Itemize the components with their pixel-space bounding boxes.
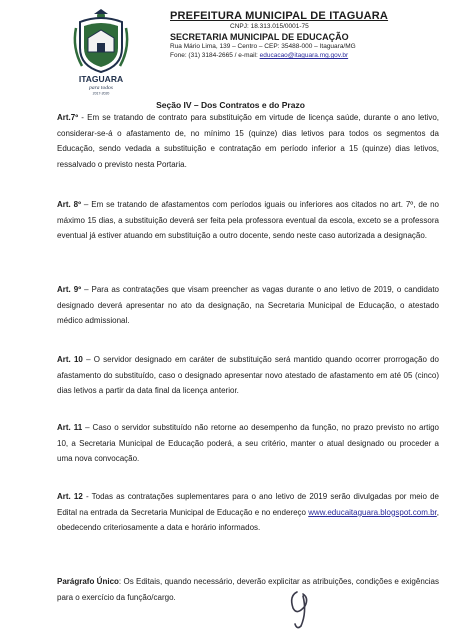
article-label: Art.7º bbox=[57, 113, 79, 122]
article-label: Parágrafo Único bbox=[57, 577, 119, 586]
initials-signature bbox=[283, 586, 319, 630]
article-7 bbox=[57, 110, 439, 172]
article-text: – Em se tratando de afastamentos com períodos iguais ou inferiores aos citados no art. 7º, de no máximo 15 dias, a substituição deverá ser feita pela professora eventual da escola, exceto se a professora eventual já estiver atuando em substituição a outro docente, sendo neste caso autorizada a designação. bbox=[57, 200, 440, 241]
municipal-crest-icon bbox=[70, 8, 132, 96]
article-label: Art. 9º bbox=[57, 285, 82, 294]
email-link[interactable]: educacao@itaguara.mg.gov.br bbox=[259, 52, 349, 59]
section-title: Seção IV – Dos Contratos e do Prazo bbox=[156, 100, 305, 110]
article-text: – O servidor designado em caráter de substituição será mantido quando ocorrer prorrogação do afastamento do substituído, caso o designado apresentar novo atestado de afastamento em até 05 (cinco) dias letivos a partir da data final da licença anterior. bbox=[57, 355, 439, 396]
article-8 bbox=[57, 197, 439, 244]
blog-link[interactable]: www.educaitaguara.blogspot.com.br bbox=[308, 507, 437, 517]
prefeitura-title: PREFEITURA MUNICIPAL DE ITAGUARA bbox=[170, 10, 389, 22]
phone-text: Fone: (31) 3184-2665 / e-mail: bbox=[170, 52, 260, 59]
article-10 bbox=[57, 352, 439, 399]
paragrafo-unico bbox=[57, 574, 439, 605]
secretaria-title: SECRETARIA MUNICIPAL DE EDUCAÇÃO bbox=[170, 32, 349, 42]
article-text: – Para as contratações que visam preencher as vagas durante o ano letivo de 2019, o candidato designado deverá apresentar no ato da designação, na Secretaria Municipal de Educação, o atestado médico admissional. bbox=[57, 285, 439, 326]
crest-motto: para todos bbox=[89, 85, 113, 91]
letterhead bbox=[70, 8, 430, 100]
article-label: Art. 8º bbox=[57, 200, 82, 209]
article-9 bbox=[57, 282, 439, 329]
crest-year: 2017-2020 bbox=[92, 91, 110, 96]
article-text: - Em se tratando de contrato para substituição em virtude de licença saúde, durante o ano letivo, considerar-se-á o afastamento de, no mínimo 15 (quinze) dias letivos para todos os segmentos da Educação, sendo vedada a substituição e contratação em período inferior a 15 (quinze) dias letivos, ressalvado o previsto nesta Portaria. bbox=[57, 113, 439, 169]
article-11 bbox=[57, 420, 439, 467]
crest-name: ITAGUARA bbox=[78, 74, 124, 84]
contact-line bbox=[170, 51, 440, 60]
article-12 bbox=[57, 489, 439, 536]
article-label: Art. 12 bbox=[57, 492, 83, 501]
article-text: – Caso o servidor substituído não retorne ao desempenho da função, no prazo previsto no artigo 10, a Secretaria Municipal de Educação poderá, a seu critério, manter o atual designado ou proceder a uma nova convocação. bbox=[57, 423, 439, 464]
article-text: - Todas as contratações suplementares para o ano letivo de 2019 serão divulgadas por meio de Edital na entrada da Secretaria Municipal de Educação e no endereço bbox=[57, 492, 439, 517]
article-label: Art. 10 bbox=[57, 355, 83, 364]
address-line: Rua Mário Lima, 139 – Centro – CEP: 35488-000 – Itaguara/MG bbox=[170, 43, 356, 50]
article-label: Art. 11 bbox=[57, 423, 83, 432]
cnpj-line: CNPJ: 18.313.015/0001-75 bbox=[230, 23, 309, 30]
letterhead-text bbox=[170, 10, 440, 60]
article-text-after: , obedecendo criteriosamente a data e horário informados. bbox=[57, 507, 439, 533]
article-text: : Os Editais, quando necessário, deverão explicitar as atribuições, condições e exigências para o exercício da função/cargo. bbox=[57, 577, 439, 602]
